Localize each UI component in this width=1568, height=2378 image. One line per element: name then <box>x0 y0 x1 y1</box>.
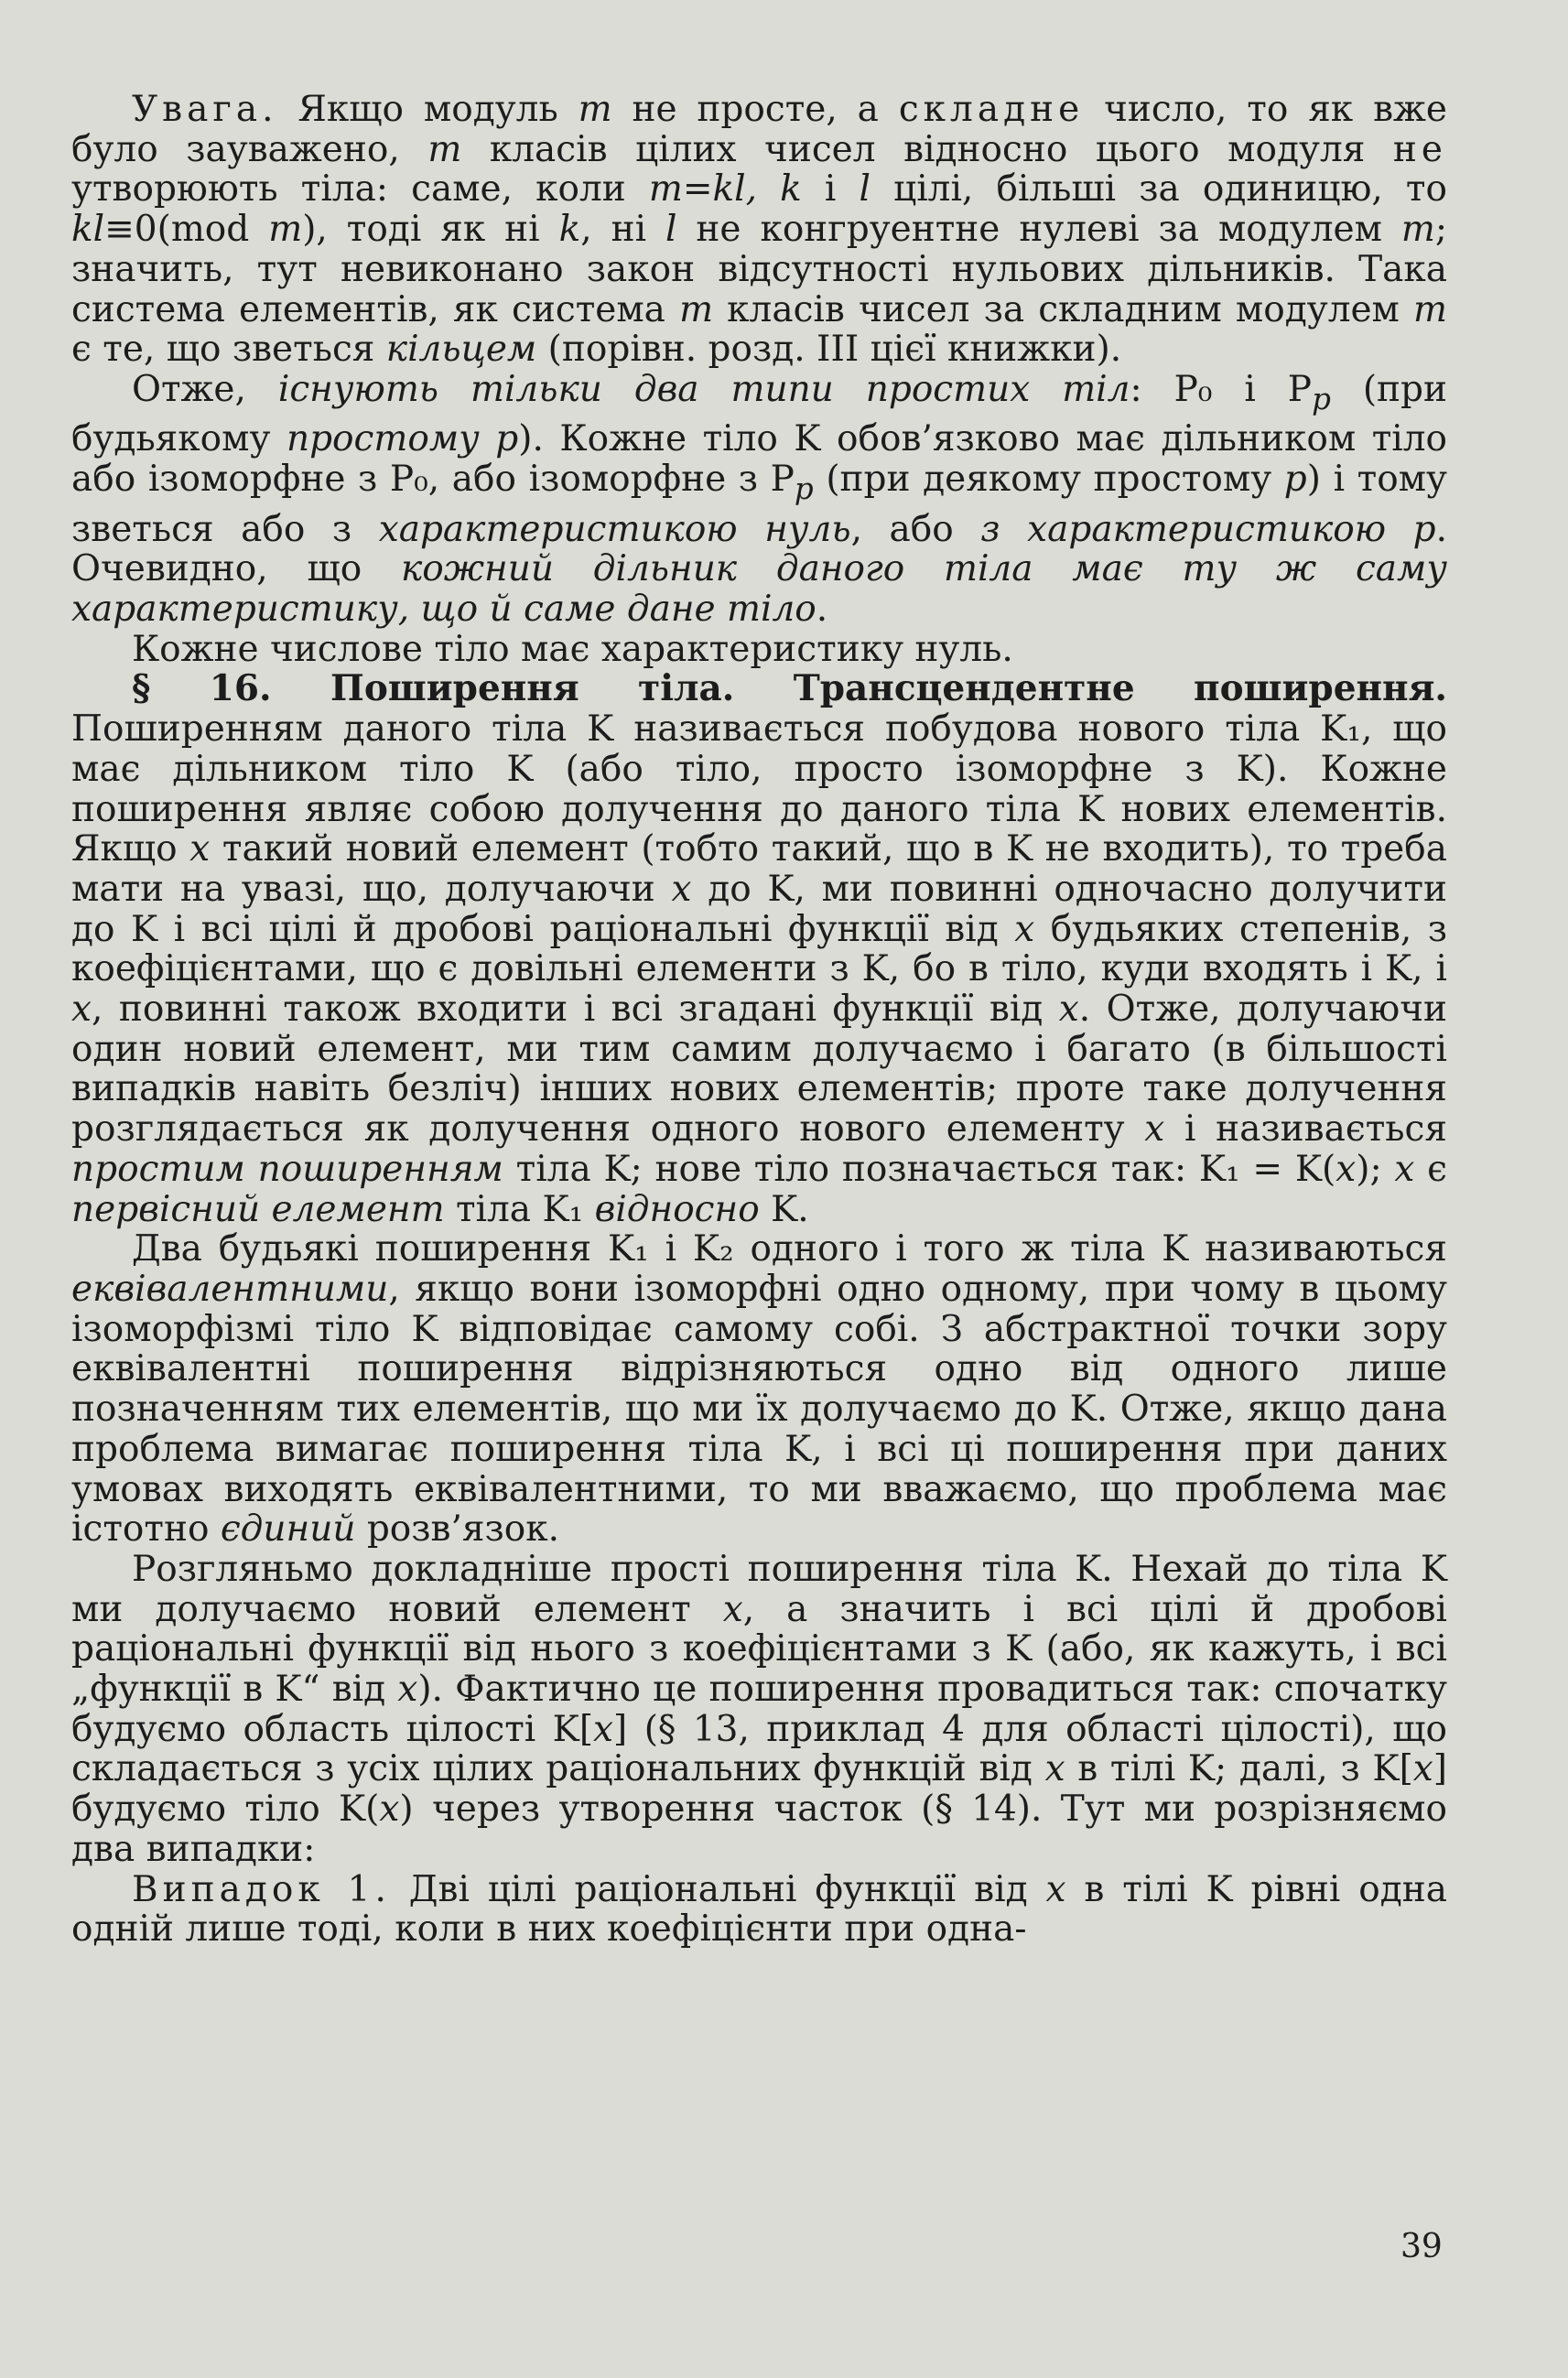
attention-lead: Увага. <box>132 89 278 130</box>
page-text <box>71 90 1447 1950</box>
paragraph-section-16: § 16. Поширення тіла. Трансцендентне поширення. Поширенням даного тіла K називається побудова нового тіла K₁, що має дільником тіло K (або тіло, просто ізоморфне з K). Кожне поширення являє собою долучення до даного тіла K нових елементів. Якщо x такий новий елемент (тобто такий, що в K не входить), то треба мати на увазі, що, долучаючи x до K, ми повинні одночасно долучити до K і всі цілі й дробові раціональні функції від x будьяких степенів, з коефіцієнтами, що є довільні елементи з K, бо в тіло, куди входять і K, і x, повинні також входити і всі згадані функції від x. Отже, долучаючи один новий елемент, ми тим самим долучаємо і багато (в більшості випадків навіть безліч) інших нових елементів; проте таке долучення розглядається як долучення одного нового елементу x і називається простим поширенням тіла K; нове тіло позначається так: K₁ = K(x); x є первісний елемент тіла K₁ відносно K. <box>71 667 1447 1230</box>
paragraph-simple-fields: Отже, існують тільки два типи простих тіл: P₀ і $P_p$ (при будьякому простому p). Кожне тіло K обов’язково має дільником тіло або ізоморфне з P₀, або ізоморфне з $P_p$ (при деякому простому p) і тому зветься або з характеристикою нуль, або з характеристикою p. Очевидно, що кожний дільник даного тіла має ту ж саму характеристику, що й саме дане тіло. <box>71 368 1448 631</box>
case-lead: Випадок 1. <box>132 1868 391 1910</box>
section-heading: § 16. Поширення тіла. Трансцендентне поширення. <box>132 667 1447 710</box>
page-number: 39 <box>1400 2228 1443 2265</box>
emphasis-not: не <box>1392 128 1447 170</box>
paragraph-equivalent-extensions: Два будьякі поширення K₁ і K₂ одного і того ж тіла K називаються еквівалентними, якщо вони ізоморфні одно одному, при чому в цьому ізоморфізмі тіло K відповідає самому собі. З абстрактної точки зору еквівалентні поширення відрізняються одно від одного лише позначенням тих елементів, що ми їх долучаємо до K. Отже, якщо дана проблема вимагає поширення тіла K, і всі ці поширення при даних умовах виходять еквівалентними, то ми вважаємо, що проблема має істотно єдиний розв’язок. <box>71 1228 1447 1551</box>
paragraph-case-1: Випадок 1. Дві цілі раціональні функції від x в тілі K рівні одна одній лише тоді, коли в них коефіцієнти при одна- <box>71 1868 1448 1951</box>
paragraph-numeric-field: Кожне числове тіло має характеристику нуль. <box>132 628 1013 670</box>
term-ring: кільцем <box>385 329 537 371</box>
paragraph-simple-extensions: Розгляньмо докладніше прості поширення тіла K. Нехай до тіла K ми долучаємо новий елемент x, а значить і всі цілі й дробові раціональні функції від нього з коефіцієнтами з K (або, як кажуть, і всі „функції в K“ від x). Фактично це поширення провадиться так: спочатку будуємо область цілості K[x] (§ 13, приклад 4 для області цілості), що складається з усіх цілих раціональних функцій від x в тілі K; далі, з K[x] будуємо тіло K(x) через утворення часток (§ 14). Тут ми розрізняємо два випадки: <box>71 1548 1448 1870</box>
emphasis-complex: складне <box>898 89 1085 130</box>
paragraph-attention: Увага. Якщо модуль m не просте, а складне число, то як вже було зауважено, m класів цілих чисел відносно цього модуля не утворюють тіла: саме, коли m=kl, k і l цілі, більші за одиницю, то kl≡0(mod m), тоді як ні k, ні l не конгруентне нулеві за модулем m; значить, тут невиконано закон відсутності нульових дільників. Така система елементів, як система m класів чисел за складним модулем m є те, що зветься кільцем (порівн. розд. III цієї книжки). <box>71 89 1448 371</box>
